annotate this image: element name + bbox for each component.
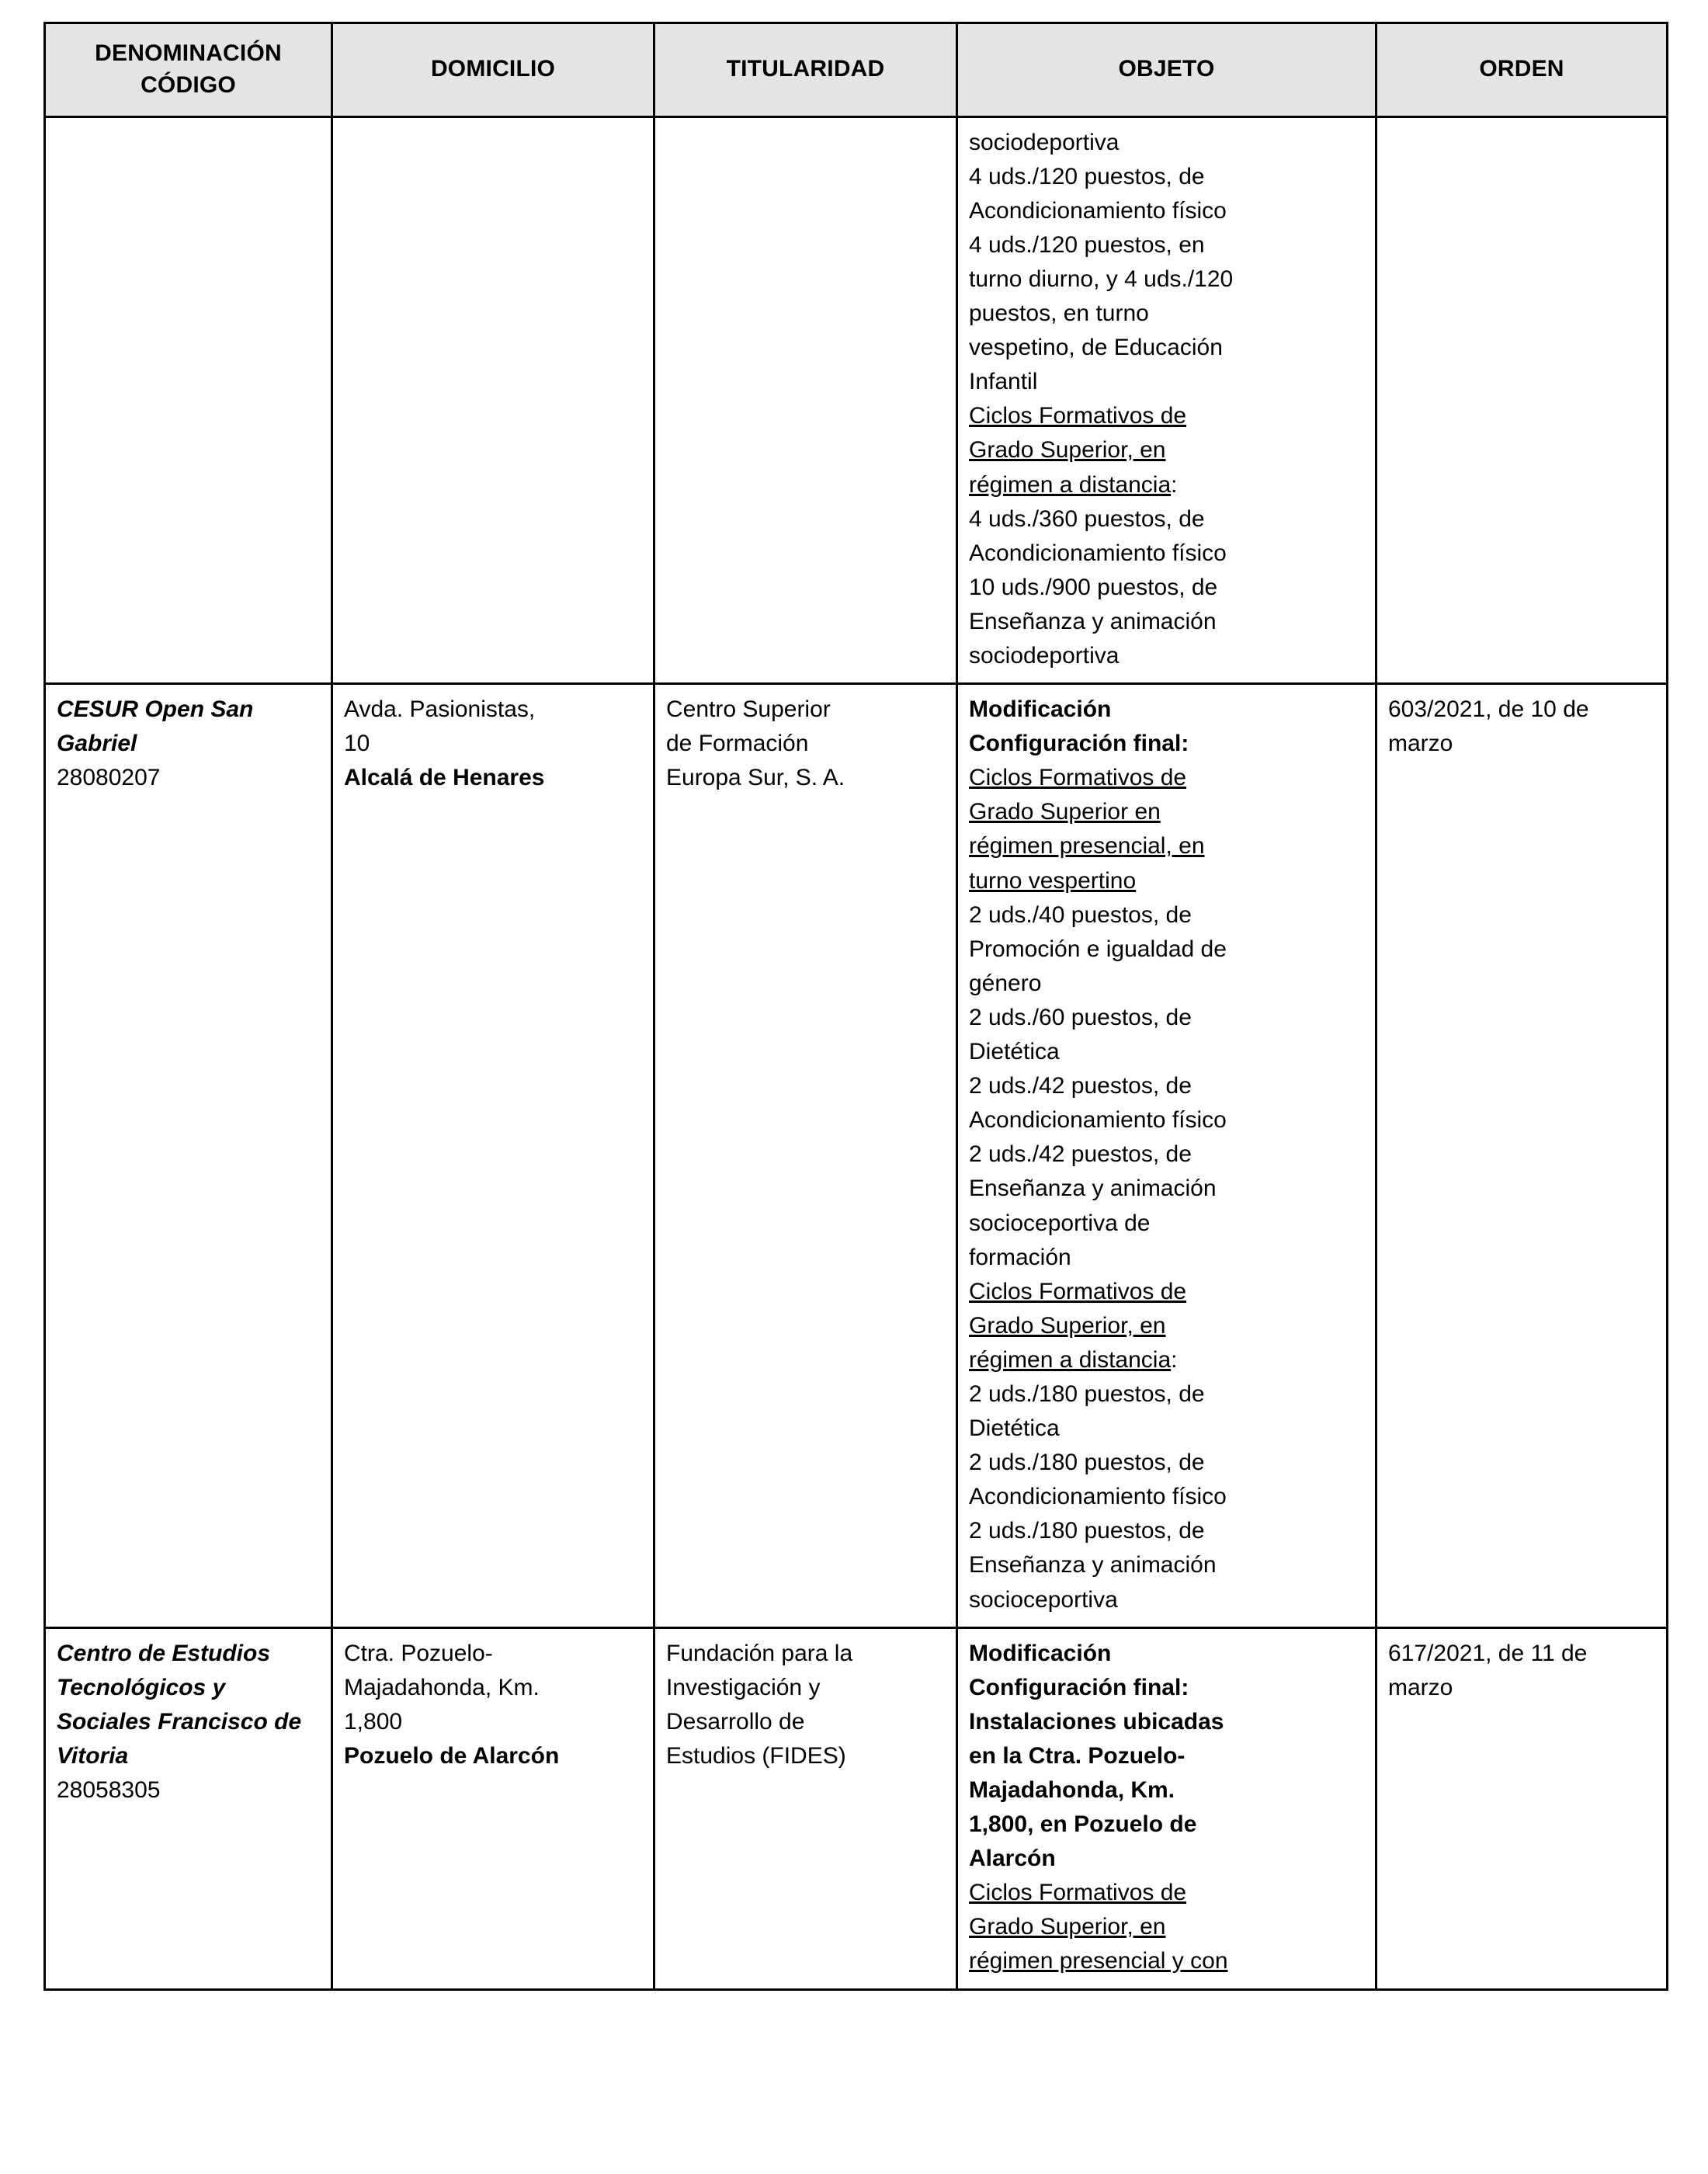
- objeto-line: Enseñanza y animación: [969, 1176, 1217, 1202]
- objeto-line: Enseñanza y animación: [969, 608, 1217, 634]
- titularidad-line: Centro Superior: [666, 696, 831, 723]
- domicilio-line: 10: [344, 731, 370, 757]
- objeto-line-underlined: Ciclos Formativos de: [969, 403, 1187, 429]
- domicilio-line: Avda. Pasionistas,: [344, 696, 536, 723]
- objeto-line-bold: Configuración final:: [969, 1674, 1189, 1700]
- cell-objeto: [957, 684, 1376, 1628]
- cell-denominacion: [45, 1627, 332, 1989]
- objeto-line: sociodeportiva: [969, 129, 1120, 155]
- objeto-line-underlined: [969, 468, 1364, 502]
- registry-table: [43, 22, 1668, 1991]
- objeto-line: 10 uds./900 puestos, de: [969, 574, 1218, 600]
- column-header-denominacion-line2: CÓDIGO: [141, 71, 236, 98]
- titularidad-line: Investigación y: [666, 1674, 821, 1700]
- objeto-line-underlined: Grado Superior, en: [969, 1312, 1166, 1339]
- objeto-line-underlined: régimen presencial y con: [969, 1948, 1228, 1974]
- titularidad-line: de Formación: [666, 731, 809, 757]
- titularidad-line: Europa Sur, S. A.: [666, 765, 845, 791]
- objeto-line-underlined: Ciclos Formativos de: [969, 765, 1187, 791]
- objeto-line: 2 uds./60 puestos, de: [969, 1004, 1192, 1030]
- objeto-line: Enseñanza y animación: [969, 1552, 1217, 1578]
- column-header-denominacion: [45, 23, 332, 117]
- domicilio-line: Majadahonda, Km.: [344, 1674, 540, 1700]
- objeto-line-underlined: turno vespertino: [969, 867, 1137, 894]
- objeto-line: 2 uds./42 puestos, de: [969, 1141, 1192, 1168]
- cell-domicilio: [332, 116, 654, 684]
- cell-denominacion: [45, 116, 332, 684]
- objeto-line: Promoción e igualdad de: [969, 936, 1227, 962]
- objeto-line-underlined: Ciclos Formativos de: [969, 1880, 1187, 1906]
- centro-codigo: 28080207: [57, 765, 161, 791]
- titularidad-line: Fundación para la: [666, 1640, 853, 1666]
- domicilio-line: Ctra. Pozuelo-: [344, 1640, 493, 1666]
- cell-titularidad: [654, 684, 957, 1628]
- objeto-line: puestos, en turno: [969, 300, 1149, 327]
- cell-objeto: [957, 1627, 1376, 1989]
- column-header-objeto: OBJETO: [957, 23, 1376, 117]
- objeto-line-underlined: [969, 1343, 1364, 1377]
- cell-orden: 617/2021, de 11 de marzo: [1376, 1627, 1668, 1989]
- objeto-line: 2 uds./180 puestos, de: [969, 1518, 1205, 1544]
- objeto-line: socioceportiva de: [969, 1210, 1151, 1236]
- objeto-line-underlined-text: régimen a distancia: [969, 471, 1172, 498]
- objeto-line: Dietética: [969, 1039, 1060, 1065]
- objeto-line-bold: Alarcón: [969, 1846, 1056, 1872]
- centro-nombre: Centro de Estudios Tecnológicos y Sociales Francisco de Vitoria: [57, 1640, 302, 1769]
- column-header-titularidad: TITULARIDAD: [654, 23, 957, 117]
- column-header-domicilio: DOMICILIO: [332, 23, 654, 117]
- objeto-line: sociodeportiva: [969, 643, 1120, 669]
- titularidad-line: Estudios (FIDES): [666, 1742, 846, 1769]
- objeto-line: 2 uds./42 puestos, de: [969, 1073, 1192, 1099]
- objeto-line: turno diurno, y 4 uds./120: [969, 266, 1234, 292]
- objeto-line-underlined: régimen presencial, en: [969, 833, 1205, 860]
- objeto-line: Dietética: [969, 1415, 1060, 1442]
- centro-nombre: CESUR Open San Gabriel: [57, 696, 254, 757]
- objeto-line-underlined: Grado Superior, en: [969, 1914, 1166, 1940]
- objeto-line-bold: Configuración final:: [969, 731, 1189, 757]
- objeto-line: 2 uds./40 puestos, de: [969, 901, 1192, 928]
- objeto-line: Infantil: [969, 369, 1038, 395]
- objeto-line: Acondicionamiento físico: [969, 197, 1227, 224]
- objeto-line: socioceportiva: [969, 1586, 1118, 1613]
- objeto-line-bold: en la Ctra. Pozuelo-: [969, 1742, 1186, 1769]
- cell-orden: 603/2021, de 10 de marzo: [1376, 684, 1668, 1628]
- objeto-line-bold: Instalaciones ubicadas: [969, 1708, 1224, 1735]
- objeto-line: 2 uds./180 puestos, de: [969, 1380, 1205, 1407]
- column-header-denominacion-line1: DENOMINACIÓN: [95, 40, 282, 66]
- objeto-line-underlined-text: régimen a distancia: [969, 1346, 1172, 1373]
- objeto-line-suffix: :: [1171, 1346, 1178, 1373]
- centro-codigo: 28058305: [57, 1777, 161, 1803]
- cell-titularidad: [654, 116, 957, 684]
- cell-orden: [1376, 116, 1668, 684]
- table-row: [45, 684, 1668, 1628]
- domicilio-line: 1,800: [344, 1708, 403, 1735]
- objeto-line: vespetino, de Educación: [969, 335, 1223, 361]
- objeto-line-bold: 1,800, en Pozuelo de: [969, 1811, 1197, 1838]
- objeto-line: 4 uds./120 puestos, en: [969, 231, 1205, 258]
- objeto-line-underlined: Grado Superior en: [969, 799, 1161, 825]
- table-row: [45, 1627, 1668, 1989]
- cell-titularidad: [654, 1627, 957, 1989]
- objeto-line-underlined: Ciclos Formativos de: [969, 1278, 1187, 1304]
- table-row: [45, 116, 1668, 684]
- objeto-line: Acondicionamiento físico: [969, 540, 1227, 566]
- objeto-line: Acondicionamiento físico: [969, 1484, 1227, 1510]
- column-header-orden: ORDEN: [1376, 23, 1668, 117]
- objeto-line: 4 uds./360 puestos, de: [969, 505, 1205, 532]
- objeto-line: 2 uds./180 puestos, de: [969, 1450, 1205, 1476]
- objeto-line-underlined: Grado Superior, en: [969, 437, 1166, 464]
- objeto-line: género: [969, 970, 1042, 996]
- domicilio-municipio: Pozuelo de Alarcón: [344, 1742, 560, 1769]
- cell-domicilio: [332, 684, 654, 1628]
- cell-denominacion: [45, 684, 332, 1628]
- objeto-line-bold: Modificación: [969, 1640, 1112, 1666]
- objeto-line: Acondicionamiento físico: [969, 1107, 1227, 1134]
- table-header-row: [45, 23, 1668, 117]
- objeto-line-bold: Modificación: [969, 696, 1112, 723]
- cell-objeto: [957, 116, 1376, 684]
- objeto-line-suffix: :: [1171, 471, 1178, 498]
- objeto-line-bold: Majadahonda, Km.: [969, 1777, 1175, 1803]
- objeto-line: formación: [969, 1244, 1071, 1270]
- titularidad-line: Desarrollo de: [666, 1708, 805, 1735]
- objeto-line: 4 uds./120 puestos, de: [969, 163, 1205, 189]
- domicilio-municipio: Alcalá de Henares: [344, 765, 545, 791]
- cell-domicilio: [332, 1627, 654, 1989]
